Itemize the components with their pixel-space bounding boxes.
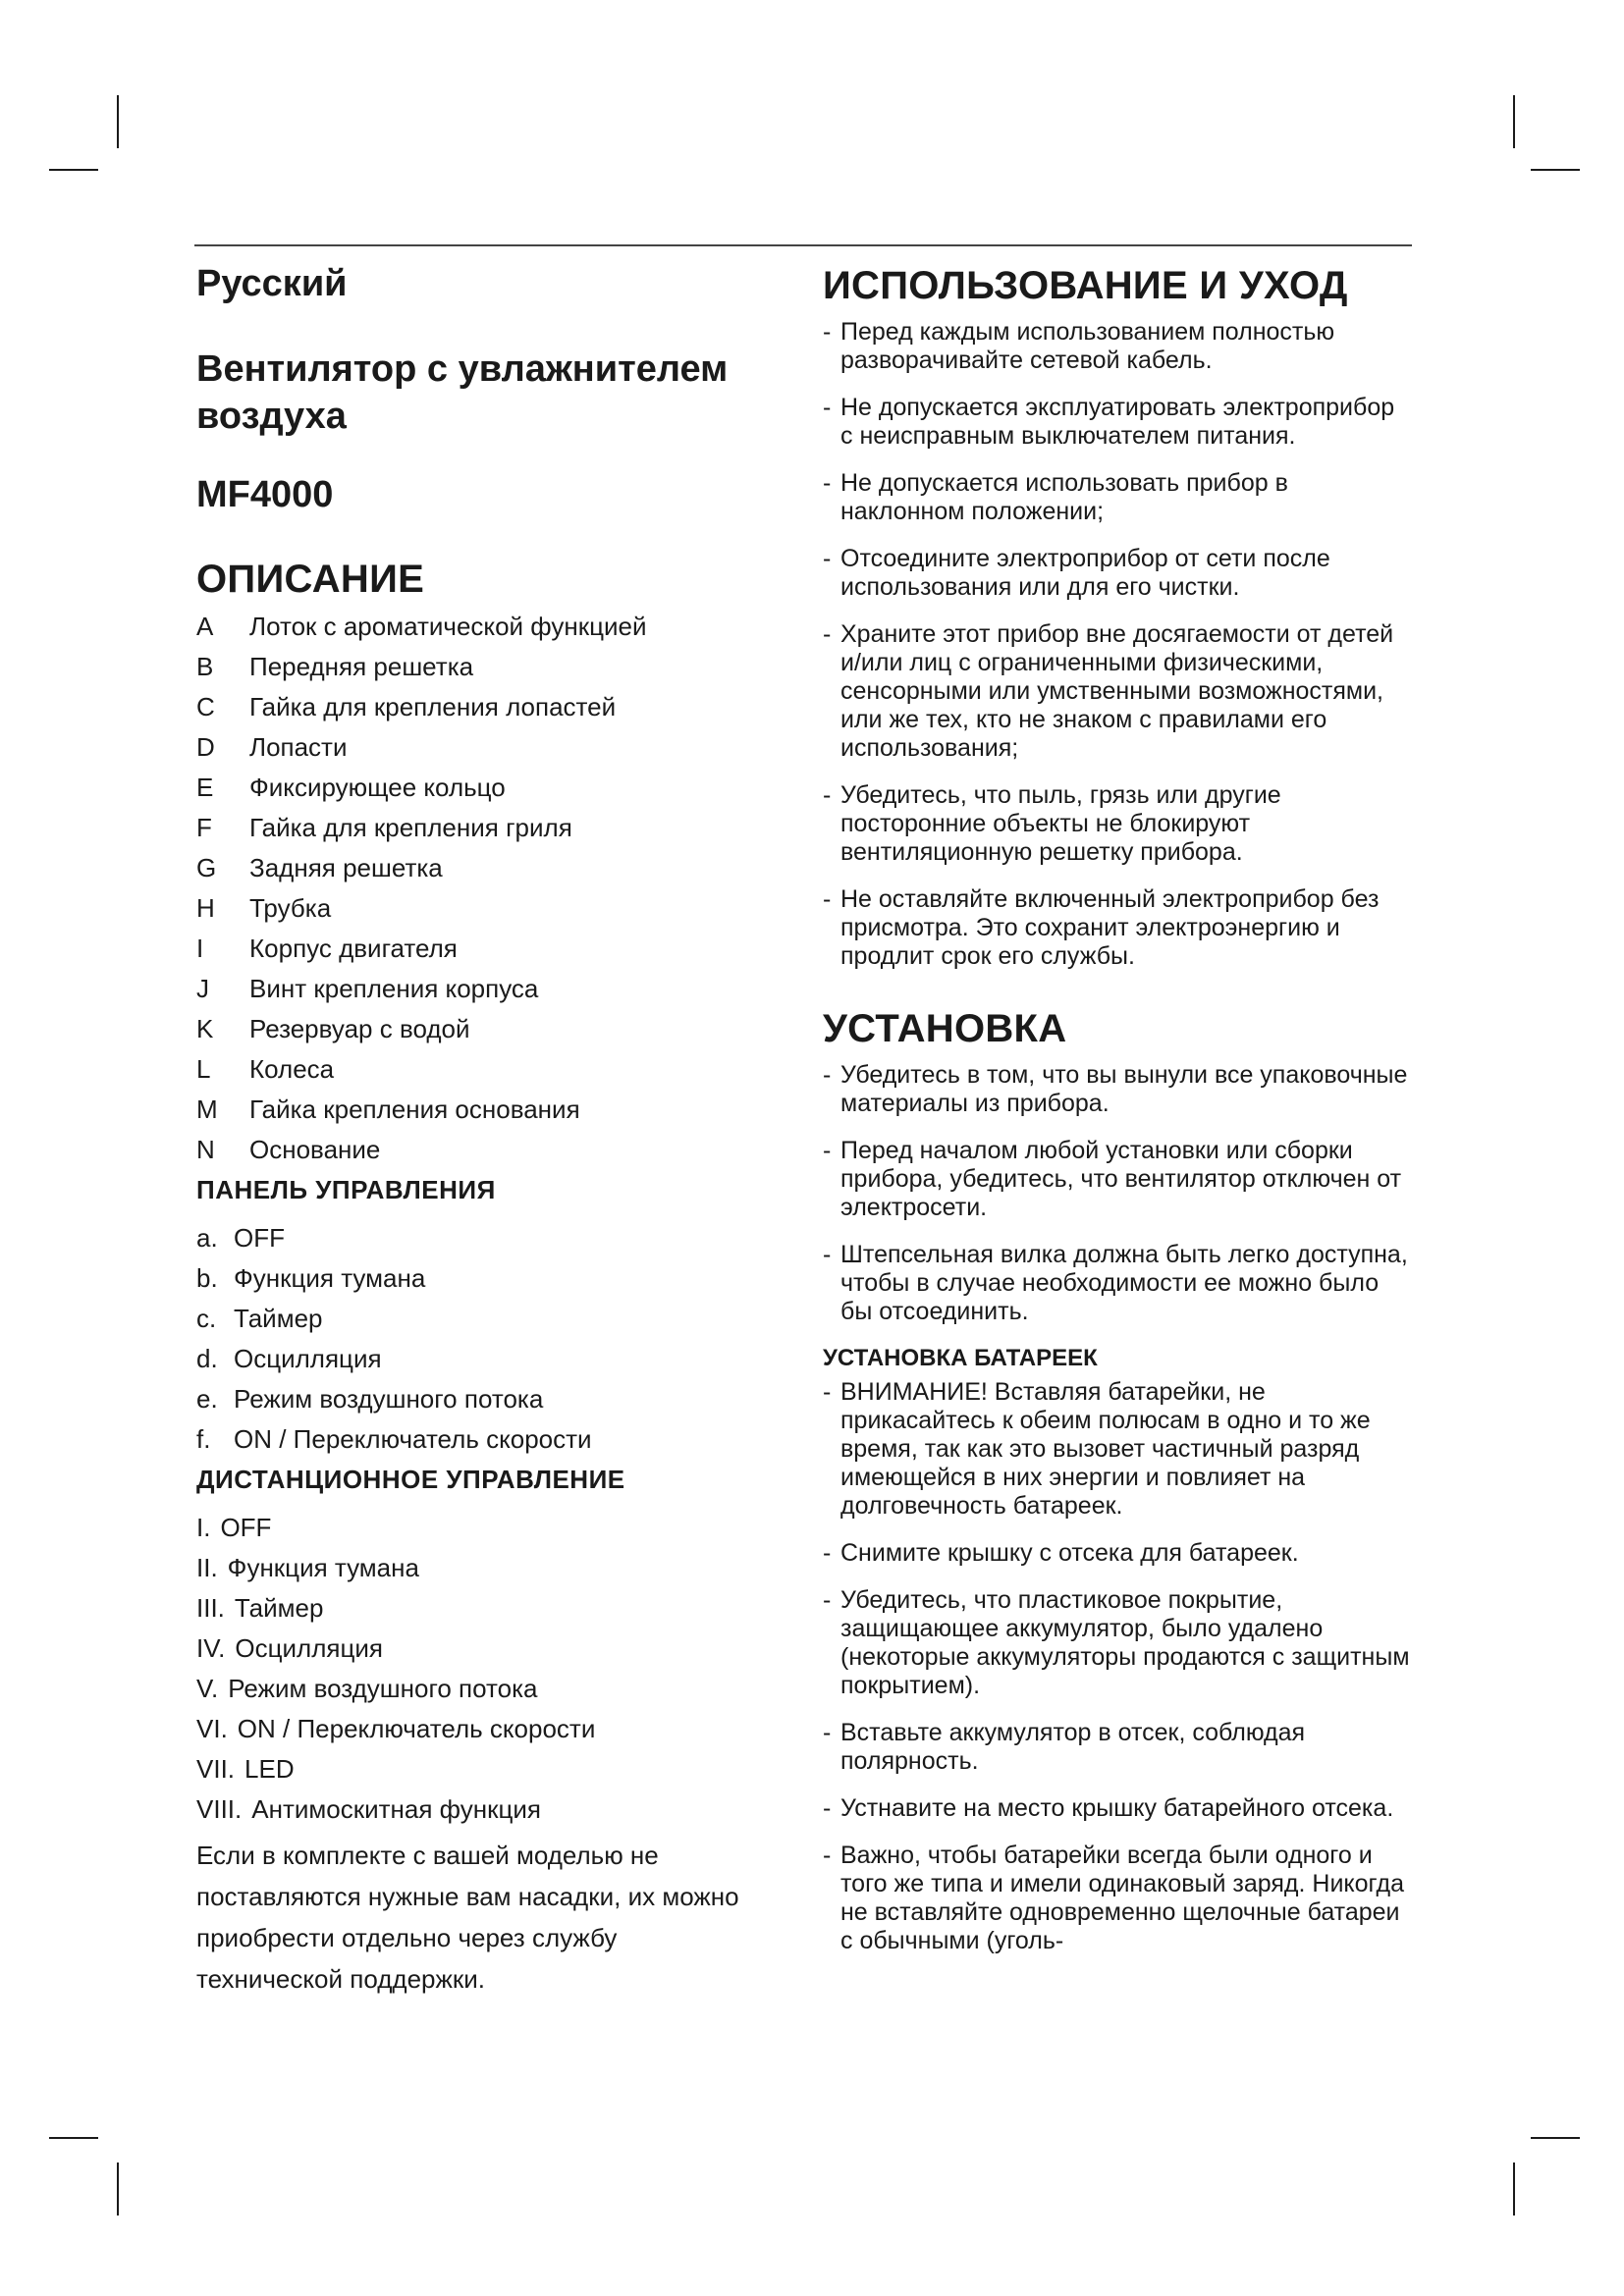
crop-mark-top-right-horizontal: [1531, 169, 1580, 171]
list-item: - Не оставляйте включенный электроприбор без присмотра. Это сохранит электроэнергию и продлит срок его службы.: [823, 885, 1412, 971]
remote-key: II.: [196, 1552, 218, 1582]
list-item: [196, 1633, 785, 1663]
model-number: MF4000: [196, 473, 334, 515]
product-title: Вентилятор с увлажнителем воздуха: [196, 347, 729, 438]
list-item: [196, 1754, 785, 1784]
list-item: - Устнавите на место крышку батарейного отсека.: [823, 1794, 1412, 1823]
list-item: - Перед каждым использованием полностью разворачивайте сетевой кабель.: [823, 318, 1412, 375]
list-item: [196, 1095, 785, 1124]
control-key: b.: [196, 1262, 218, 1293]
list-item: - Не допускается использовать прибор в наклонном положении;: [823, 469, 1412, 526]
language-label: Русский: [196, 263, 348, 304]
accessories-note: Если в комплекте с вашей моделью не поставляются нужные вам насадки, их можно приобрести отдельно через службу технической поддержки.: [196, 1840, 739, 1994]
list-item: [196, 773, 785, 802]
crop-mark-bottom-right-horizontal: [1531, 2137, 1580, 2139]
remote-control-heading: ДИСТАНЦИОННОЕ УПРАВЛЕНИЕ: [196, 1464, 625, 1494]
remote-key: VII.: [196, 1753, 236, 1784]
crop-mark-bottom-left-horizontal: [49, 2137, 98, 2139]
list-item: [196, 853, 785, 882]
part-label: Гайка для крепления гриля: [249, 812, 572, 842]
part-key: K: [196, 1013, 214, 1043]
part-label: Трубка: [249, 892, 332, 923]
control-key: f.: [196, 1423, 211, 1454]
control-panel-heading: ПАНЕЛЬ УПРАВЛЕНИЯ: [196, 1174, 496, 1204]
control-key: a.: [196, 1222, 218, 1253]
part-key: B: [196, 651, 214, 681]
control-label: Функция тумана: [234, 1262, 426, 1293]
battery-installation-heading: УСТАНОВКА БАТАРЕЕК: [823, 1345, 1098, 1371]
list-item: [196, 1014, 785, 1043]
list-item: - Снимите крышку с отсека для батареек.: [823, 1539, 1412, 1568]
list-item: [196, 1674, 785, 1703]
crop-mark-top-left-vertical: [117, 95, 119, 148]
list-item: - Не допускается эксплуатировать электроприбор с неисправным выключателем питания.: [823, 394, 1412, 451]
list-item: - Отсоедините электроприбор от сети после использования или для его чистки.: [823, 545, 1412, 602]
part-label: Колеса: [249, 1053, 335, 1084]
crop-mark-top-right-vertical: [1513, 95, 1515, 148]
list-item: [196, 692, 785, 721]
remote-key: V.: [196, 1673, 219, 1703]
control-key: e.: [196, 1383, 218, 1414]
list-item: [196, 1054, 785, 1084]
use-and-care-list: [823, 318, 1412, 971]
control-key: d.: [196, 1343, 218, 1373]
remote-key: VI.: [196, 1713, 228, 1743]
part-label: Лопасти: [249, 731, 348, 762]
part-label: Передняя решетка: [249, 651, 474, 681]
remote-key: VIII.: [196, 1793, 243, 1824]
list-item: [196, 1593, 785, 1623]
list-item: [196, 1263, 785, 1293]
remote-control-list: [196, 1513, 785, 1824]
remote-key: III.: [196, 1592, 225, 1623]
part-label: Гайка для крепления лопастей: [249, 691, 617, 721]
list-item: [196, 1344, 785, 1373]
remote-label: OFF: [220, 1512, 272, 1542]
top-rule: [194, 244, 1412, 246]
list-item: - ВНИМАНИЕ! Вставляя батарейки, не прикасайтесь к обеим полюсам в одно и то же время, так как это вызовет частичный разряд имеющейся в них энергии и повлияет на долговечность батареек.: [823, 1378, 1412, 1521]
list-item: [196, 1384, 785, 1414]
crop-mark-top-left-horizontal: [49, 169, 98, 171]
crop-mark-bottom-left-vertical: [117, 2163, 119, 2216]
remote-label: Антимоскитная функция: [251, 1793, 541, 1824]
list-item: [196, 813, 785, 842]
list-item: - Перед началом любой установки или сборки прибора, убедитесь, что вентилятор отключен от электросети.: [823, 1137, 1412, 1222]
list-item: - Штепсельная вилка должна быть легко доступна, чтобы в случае необходимости ее можно было бы отсоединить.: [823, 1241, 1412, 1326]
control-label: Осцилляция: [234, 1343, 382, 1373]
part-key: J: [196, 973, 209, 1003]
list-item: - Важно, чтобы батарейки всегда были одного и того же типа и имели одинаковый заряд. Никогда не вставляйте одновременно щелочные батареи с обычными (уголь-: [823, 1842, 1412, 1955]
list-item: [196, 652, 785, 681]
remote-label: ON / Переключатель скорости: [237, 1713, 596, 1743]
part-key: D: [196, 731, 215, 762]
part-key: E: [196, 772, 214, 802]
control-label: OFF: [234, 1222, 285, 1253]
remote-label: Осцилляция: [235, 1632, 383, 1663]
list-item: [196, 1135, 785, 1164]
remote-label: Режим воздушного потока: [228, 1673, 538, 1703]
control-label: Режим воздушного потока: [234, 1383, 544, 1414]
parts-list: [196, 612, 785, 1164]
description-heading: ОПИСАНИЕ: [196, 557, 425, 601]
list-item: [196, 974, 785, 1003]
list-item: - Убедитесь в том, что вы вынули все упаковочные материалы из прибора.: [823, 1061, 1412, 1118]
battery-installation-list: [823, 1378, 1412, 1955]
list-item: - Убедитесь, что пыль, грязь или другие посторонние объекты не блокируют вентиляционную решетку прибора.: [823, 781, 1412, 867]
list-item: [196, 1794, 785, 1824]
remote-label: Таймер: [234, 1592, 324, 1623]
control-panel-list: [196, 1223, 785, 1454]
list-item: [196, 612, 785, 641]
right-column: [823, 257, 1412, 1974]
part-key: M: [196, 1094, 218, 1124]
remote-key: I.: [196, 1512, 211, 1542]
remote-label: Функция тумана: [227, 1552, 419, 1582]
part-label: Задняя решетка: [249, 852, 443, 882]
list-item: - Храните этот прибор вне досягаемости от детей и/или лиц с ограниченными физическими, сенсорными или умственными возможностями, или же тех, кто не знаком с правилами его использования;: [823, 620, 1412, 763]
list-item: [196, 1304, 785, 1333]
control-label: ON / Переключатель скорости: [234, 1423, 592, 1454]
list-item: [196, 1513, 785, 1542]
list-item: [196, 1553, 785, 1582]
list-item: [196, 1424, 785, 1454]
part-label: Основание: [249, 1134, 381, 1164]
list-item: - Вставьте аккумулятор в отсек, соблюдая полярность.: [823, 1719, 1412, 1776]
remote-label: LED: [244, 1753, 295, 1784]
list-item: [196, 1714, 785, 1743]
installation-heading: УСТАНОВКА: [823, 1007, 1067, 1050]
list-item: - Убедитесь, что пластиковое покрытие, защищающее аккумулятор, было удалено (некоторые аккумуляторы продаются с защитным покрытием).: [823, 1586, 1412, 1700]
control-key: c.: [196, 1303, 217, 1333]
list-item: [196, 732, 785, 762]
part-label: Гайка крепления основания: [249, 1094, 580, 1124]
part-key: G: [196, 852, 217, 882]
list-item: [196, 1223, 785, 1253]
part-label: Лоток с ароматической функцией: [249, 611, 647, 641]
part-key: A: [196, 611, 214, 641]
part-key: H: [196, 892, 215, 923]
part-key: N: [196, 1134, 215, 1164]
part-label: Корпус двигателя: [249, 933, 458, 963]
crop-mark-bottom-right-vertical: [1513, 2163, 1515, 2216]
part-label: Винт крепления корпуса: [249, 973, 539, 1003]
list-item: [196, 934, 785, 963]
control-label: Таймер: [234, 1303, 323, 1333]
part-label: Резервуар с водой: [249, 1013, 470, 1043]
part-key: F: [196, 812, 212, 842]
part-key: C: [196, 691, 215, 721]
part-key: L: [196, 1053, 211, 1084]
list-item: [196, 893, 785, 923]
use-and-care-heading: ИСПОЛЬЗОВАНИЕ И УХОД: [823, 264, 1348, 307]
remote-key: IV.: [196, 1632, 226, 1663]
installation-list: [823, 1061, 1412, 1326]
part-label: Фиксирующее кольцо: [249, 772, 506, 802]
left-column: [196, 257, 785, 2000]
part-key: I: [196, 933, 204, 963]
